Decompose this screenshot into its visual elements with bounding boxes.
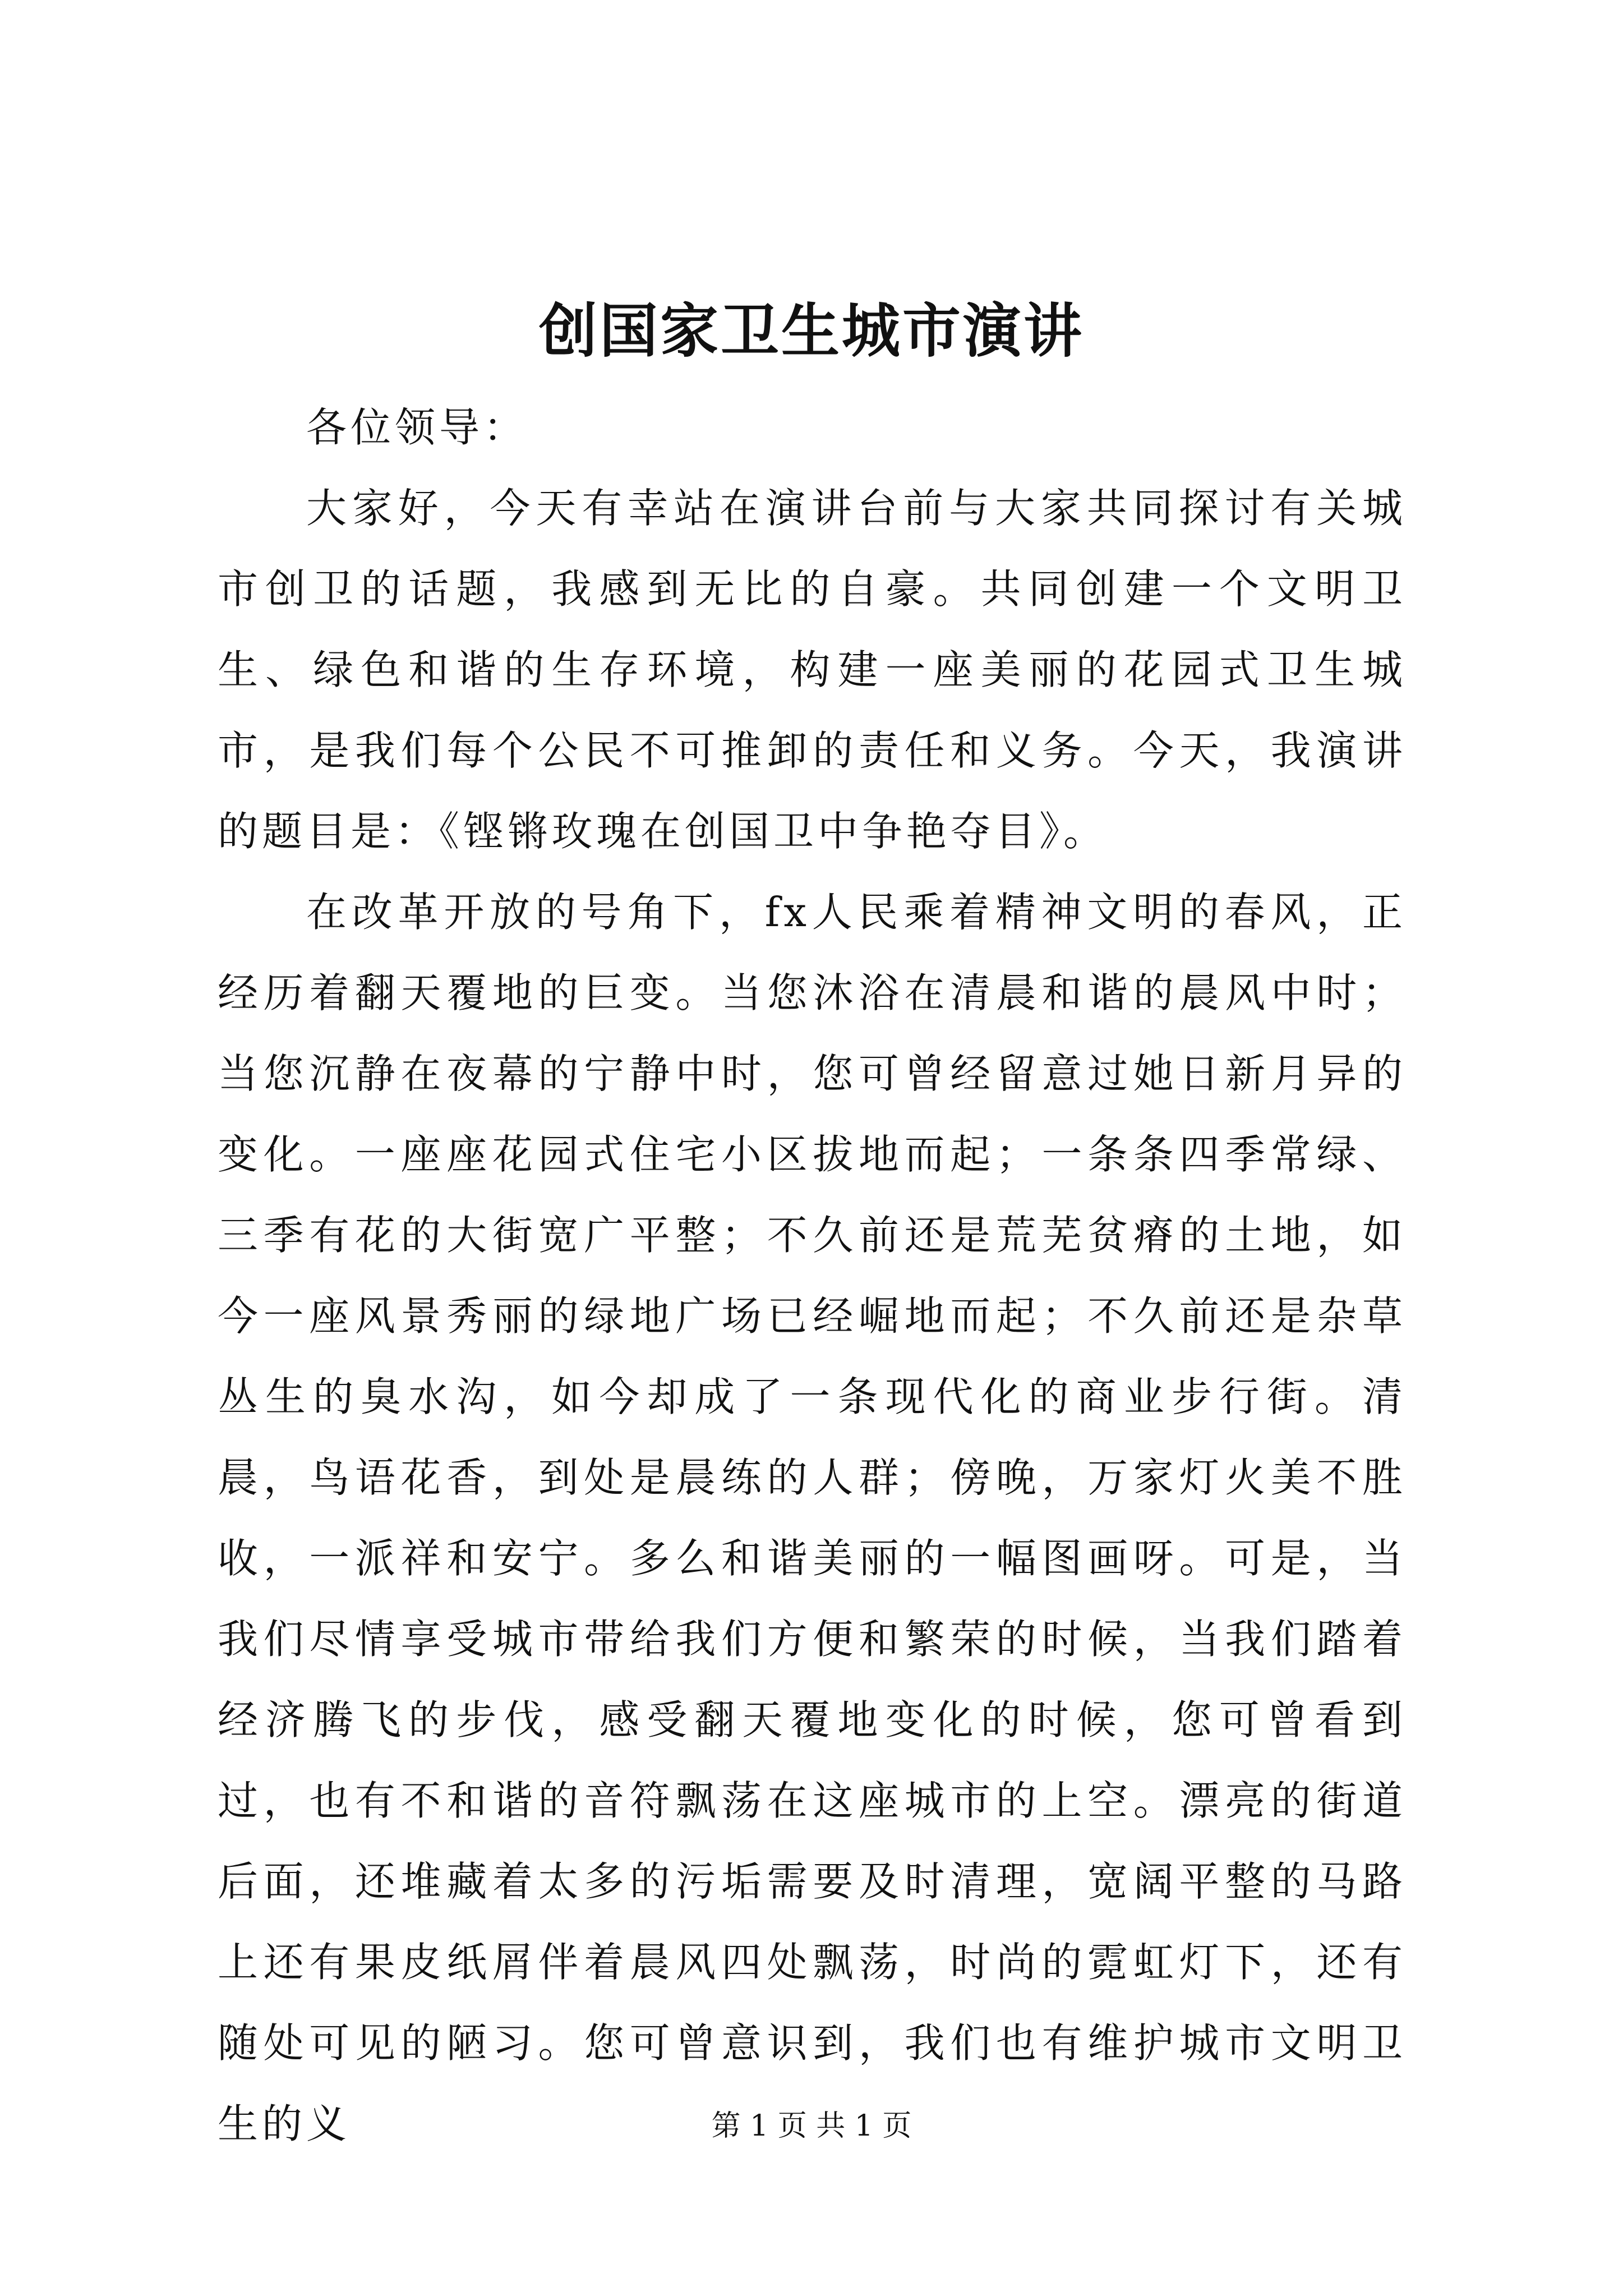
page-footer: 第 1 页 共 1 页	[711, 2109, 912, 2143]
document-body	[218, 387, 1407, 2164]
greeting: 各位领导：	[306, 404, 528, 451]
document-title: 创国家卫生城市演讲	[538, 296, 1084, 365]
paragraph-1: 大家好，今天有幸站在演讲台前与大家共同探讨有关城市创卫的话题，我感到无比的自豪。共同创建一个文明卫生、绿色和谐的生存环境，构建一座美丽的花园式卫生城市，是我们每个公民不可推卸的责任和义务。今天，我演讲的题目是：《铿锵玫瑰在创国卫中争艳夺目》。	[218, 485, 1407, 855]
paragraph-2: 在改革开放的号角下，fx人民乘着精神文明的春风，正经历着翻天覆地的巨变。当您沐浴在清晨和谐的晨风中时；当您沉静在夜幕的宁静中时，您可曾经留意过她日新月异的变化。一座座花园式住宅小区拔地而起；一条条四季常绿、三季有花的大街宽广平整；不久前还是荒芜贫瘠的土地，如今一座风景秀丽的绿地广场已经崛地而起；不久前还是杂草丛生的臭水沟，如今却成了一条现代化的商业步行街。清晨，鸟语花香，到处是晨练的人群；傍晚，万家灯火美不胜收，一派祥和安宁。多么和谐美丽的一幅图画呀。可是，当我们尽情享受城市带给我们方便和繁荣的时候，当我们踏着经济腾飞的步伐，感受翻天覆地变化的时候，您可曾看到过，也有不和谐的音符飘荡在这座城市的上空。漂亮的街道后面，还堆藏着太多的污垢需要及时清理，宽阔平整的马路上还有果皮纸屑伴着晨风四处飘荡，时尚的霓虹灯下，还有随处可见的陋习。您可曾意识到，我们也有维护城市文明卫生的义	[218, 889, 1407, 2147]
